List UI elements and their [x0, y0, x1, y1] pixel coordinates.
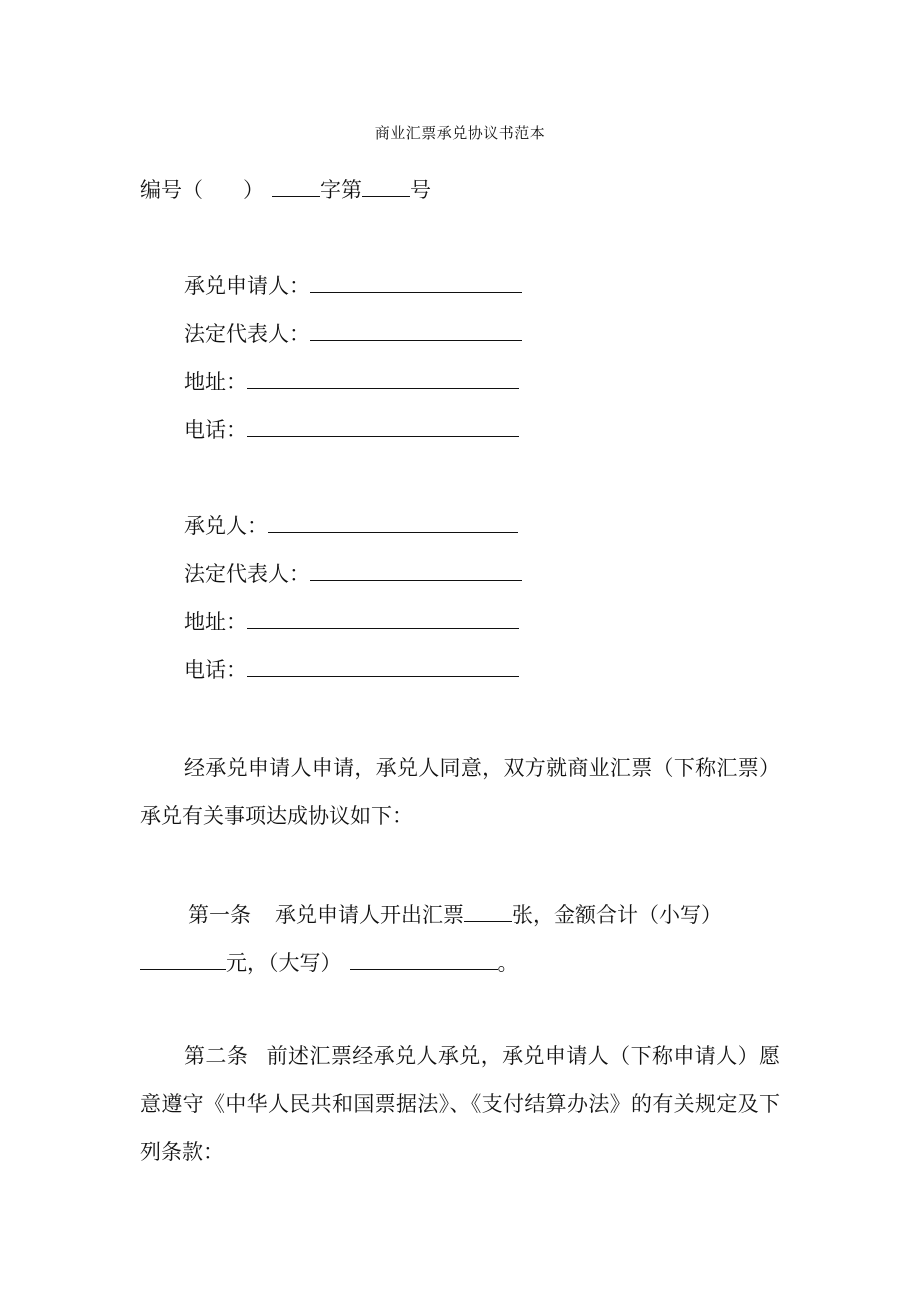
applicant-address-field[interactable] [247, 366, 519, 389]
applicant-rep-row [184, 318, 522, 349]
document-title: 商业汇票承兑协议书范本 [374, 124, 546, 142]
applicant-field[interactable] [310, 270, 522, 293]
number-prefix: 编号（ [140, 178, 203, 202]
article1-text-a: 承兑申请人开出汇票 [275, 903, 464, 927]
applicant-phone-row [184, 414, 519, 445]
applicant-address-row [184, 366, 519, 397]
article1-amount-small-blank[interactable] [140, 947, 226, 970]
number-paren-close: ） [243, 178, 264, 202]
applicant-rep-label: 法定代表人： [184, 322, 310, 346]
applicant-address-label: 地址： [184, 370, 247, 394]
applicant-row [184, 270, 522, 301]
article1-line1 [188, 899, 722, 930]
article1-line2 [140, 947, 519, 978]
acceptor-address-field[interactable] [247, 606, 519, 629]
number-mid: 字第 [320, 178, 362, 202]
article1-text-c: 元，（大写） [226, 951, 342, 975]
acceptor-address-row [184, 606, 519, 637]
acceptor-rep-label: 法定代表人： [184, 562, 310, 586]
article2-text: 前述汇票经承兑人承兑，承兑申请人（下称申请人）愿意遵守《中华人民共和国票据法》、《支付结算办法》的有关规定及下列条款： [140, 1044, 781, 1164]
acceptor-rep-field[interactable] [310, 558, 522, 581]
intro-paragraph: 经承兑申请人申请，承兑人同意，双方就商业汇票（下称汇票）承兑有关事项达成协议如下： [140, 756, 780, 828]
acceptor-label: 承兑人： [184, 514, 268, 538]
article1-text-b: 张，金额合计（小写） [512, 903, 722, 927]
acceptor-phone-label: 电话： [184, 658, 247, 682]
article2-heading: 第二条 [184, 1044, 249, 1068]
applicant-phone-label: 电话： [184, 418, 247, 442]
article1-amount-large-blank[interactable] [350, 947, 498, 970]
article1-heading: 第一条 [188, 903, 251, 927]
article1-text-d: 。 [497, 951, 519, 975]
applicant-label: 承兑申请人： [184, 274, 310, 298]
acceptor-address-label: 地址： [184, 610, 247, 634]
acceptor-row [184, 510, 518, 541]
applicant-rep-field[interactable] [310, 318, 522, 341]
number-year-blank[interactable] [272, 174, 320, 197]
acceptor-phone-field[interactable] [247, 654, 519, 677]
acceptor-phone-row [184, 654, 519, 685]
acceptor-field[interactable] [268, 510, 518, 533]
acceptor-rep-row [184, 558, 522, 589]
applicant-phone-field[interactable] [247, 414, 519, 437]
article1-count-blank[interactable] [464, 899, 512, 922]
number-seq-blank[interactable] [362, 174, 410, 197]
number-line [140, 174, 431, 205]
number-suffix: 号 [410, 178, 431, 202]
article2-paragraph [140, 1032, 780, 1176]
